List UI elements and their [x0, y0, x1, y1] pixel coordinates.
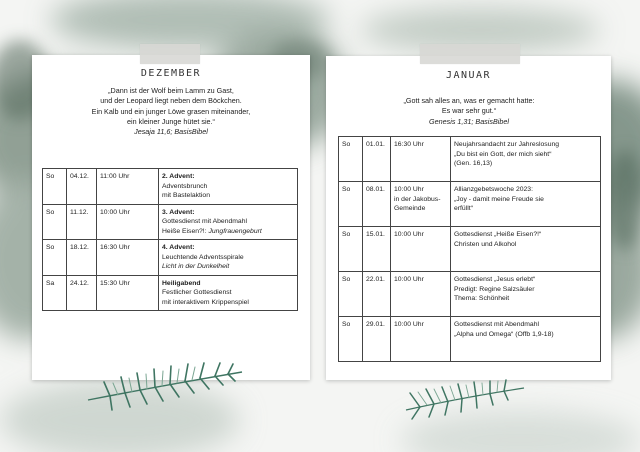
event-title: 4. Advent:	[162, 244, 195, 251]
table-row	[43, 204, 298, 240]
time-cell: 16:30 Uhr	[97, 240, 159, 276]
event-line: Gottesdienst mit Abendmahl	[162, 218, 248, 225]
event-line: Neujahrsandacht zur Jahreslosung	[454, 141, 560, 148]
time-line: 10:00 Uhr	[394, 186, 424, 193]
time-cell	[391, 227, 451, 272]
time-line: 16:30 Uhr	[394, 141, 424, 148]
time-line: in der Jakobus-	[394, 195, 441, 203]
event-lead: Heiße Eisen?!:	[162, 227, 209, 235]
date-cell: 18.12.	[67, 240, 97, 276]
event-line: Festlicher Gottesdienst	[162, 289, 232, 296]
time-cell: 15:30 Uhr	[97, 275, 159, 311]
table-row	[339, 137, 601, 182]
january-heading: JANUAR	[445, 70, 492, 81]
event-cell	[451, 137, 601, 182]
time-cell	[391, 182, 451, 227]
event-line: „Joy - damit meine Freude sie	[454, 195, 544, 203]
event-line: erfüllt“	[454, 205, 473, 212]
time-line: Gemeinde	[394, 205, 426, 212]
event-line: Leuchtende Adventsspirale	[162, 253, 244, 261]
event-line: „Du bist ein Gott, der mich sieht“	[454, 150, 552, 158]
event-line	[162, 227, 294, 237]
january-schedule-table	[338, 136, 601, 362]
date-cell: 29.01.	[363, 317, 391, 362]
quote-line: und der Leopard liegt neben dem Böckchen.	[100, 96, 242, 106]
table-row	[339, 317, 601, 362]
event-line: Gottesdienst „Jesus erlebt“	[454, 276, 536, 283]
event-line: „Alpha und Omega“ (Offb 1,9-18)	[454, 330, 554, 338]
event-line: Predigt: Regine Salzsäuler	[454, 285, 535, 293]
date-cell: 22.01.	[363, 272, 391, 317]
quote-reference: Jesaja 11,6; BasisBibel	[134, 127, 208, 137]
time-line: 10:00 Uhr	[394, 231, 424, 238]
day-cell: So	[339, 227, 363, 272]
event-title: Heiligabend	[162, 279, 201, 287]
quote-line: „Gott sah alles an, was er gemacht hatte:	[403, 96, 535, 105]
event-line: Adventsbrunch	[162, 182, 208, 190]
day-cell: So	[43, 204, 67, 240]
event-title: 3. Advent:	[162, 208, 195, 216]
quote-reference: Genesis 1,31; BasisBibel	[429, 116, 509, 126]
event-title: 2. Advent:	[162, 173, 195, 180]
quote-line: Ein Kalb und ein junger Löwe grasen miteinander,	[91, 106, 251, 116]
date-cell: 08.01.	[363, 182, 391, 227]
fern-branch-icon	[400, 370, 530, 428]
event-italic: Jungfrauengeburt	[208, 227, 262, 235]
event-cell	[159, 204, 298, 240]
fern-branch-icon	[80, 348, 250, 418]
day-cell: So	[339, 272, 363, 317]
event-line: Thema: Schönheit	[454, 295, 510, 302]
day-cell: Sa	[43, 275, 67, 311]
event-line: Gottesdienst „Heiße Eisen?!“	[454, 231, 542, 238]
event-line: (Gen. 16,13)	[454, 160, 493, 167]
time-cell: 10:00 Uhr	[97, 204, 159, 240]
december-quote	[42, 86, 300, 137]
event-cell	[159, 169, 298, 205]
date-cell: 24.12.	[67, 275, 97, 311]
quote-line: ein kleiner Junge hütet sie.“	[127, 116, 215, 126]
event-line: Gottesdienst mit Abendmahl	[454, 321, 540, 328]
day-cell: So	[43, 169, 67, 205]
time-line: 10:00 Uhr	[394, 321, 424, 328]
time-cell	[391, 137, 451, 182]
event-cell	[451, 317, 601, 362]
day-cell: So	[339, 182, 363, 227]
table-row	[339, 272, 601, 317]
day-cell: So	[339, 317, 363, 362]
day-cell: So	[339, 137, 363, 182]
quote-line: „Dann ist der Wolf beim Lamm zu Gast,	[108, 86, 234, 95]
date-cell: 11.12.	[67, 204, 97, 240]
tape-strip	[420, 44, 520, 64]
time-line: 10:00 Uhr	[394, 276, 424, 283]
event-line: Allianzgebetswoche 2023:	[454, 186, 533, 193]
date-cell: 15.01.	[363, 227, 391, 272]
time-cell	[391, 317, 451, 362]
table-row	[339, 182, 601, 227]
event-italic: Licht in der Dunkelheit	[162, 263, 230, 270]
december-heading: DEZEMBER	[140, 68, 202, 79]
event-line: Christen und Alkohol	[454, 240, 517, 248]
january-quote	[340, 96, 598, 127]
event-line: mit interaktivem Krippenspiel	[162, 298, 249, 306]
table-row	[339, 227, 601, 272]
date-cell: 04.12.	[67, 169, 97, 205]
december-schedule-table	[42, 168, 298, 311]
time-cell: 11:00 Uhr	[97, 169, 159, 205]
event-line: mit Bastelaktion	[162, 192, 210, 199]
event-cell	[451, 272, 601, 317]
table-row	[43, 275, 298, 311]
event-cell	[159, 240, 298, 276]
date-cell: 01.01.	[363, 137, 391, 182]
quote-line: Es war sehr gut.“	[441, 106, 497, 116]
table-row	[43, 169, 298, 205]
table-row	[43, 240, 298, 276]
event-cell	[451, 182, 601, 227]
tape-strip	[140, 44, 200, 64]
event-cell	[159, 275, 298, 311]
event-cell	[451, 227, 601, 272]
time-cell	[391, 272, 451, 317]
day-cell: So	[43, 240, 67, 276]
